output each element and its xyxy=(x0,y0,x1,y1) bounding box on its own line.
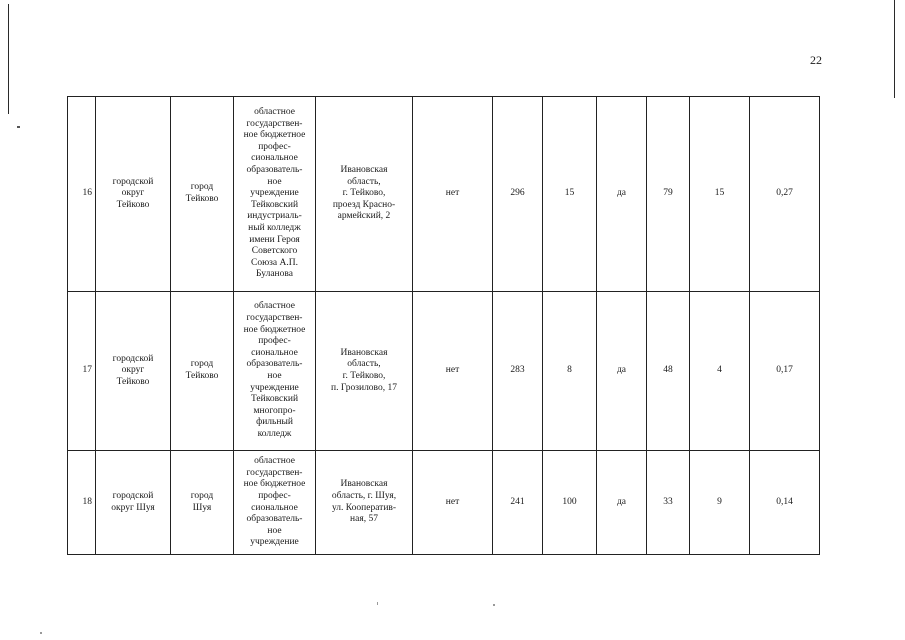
cell-value: 48 xyxy=(647,292,690,451)
cell-value: 241 xyxy=(493,451,543,555)
cell-value: да xyxy=(597,97,647,292)
cell-value: 283 xyxy=(493,292,543,451)
table-row xyxy=(68,97,820,292)
data-table xyxy=(67,96,820,555)
cell-value: 0,27 xyxy=(750,97,820,292)
table-row xyxy=(68,292,820,451)
cell-value: нет xyxy=(413,97,493,292)
settlement: город Тейково xyxy=(171,292,234,451)
municipal-district: городской округ Шуя xyxy=(96,451,171,555)
cell-value: 296 xyxy=(493,97,543,292)
cell-value: 0,14 xyxy=(750,451,820,555)
cell-value: 8 xyxy=(543,292,597,451)
municipal-district: городской округ Тейково xyxy=(96,292,171,451)
cell-value: нет xyxy=(413,292,493,451)
institution-name: областное государствен- ное бюджетное профес- сиональное образователь- ное учреждение Тейковский индустриаль- ный колледж имени Героя Советского Союза А.П. Буланова xyxy=(234,97,316,292)
row-number: 16 xyxy=(68,97,96,292)
institution-address: Ивановская область, г. Тейково, проезд Красно- армейский, 2 xyxy=(316,97,413,292)
settlement: город Тейково xyxy=(171,97,234,292)
cell-value: да xyxy=(597,451,647,555)
cell-value: 15 xyxy=(543,97,597,292)
scan-speck xyxy=(493,604,495,606)
page-number: 22 xyxy=(810,53,822,67)
institution-address: Ивановская область, г. Шуя, ул. Кооператив- ная, 57 xyxy=(316,451,413,555)
table-row xyxy=(68,451,820,555)
cell-value: нет xyxy=(413,451,493,555)
institution-address: Ивановская область, г. Тейково, п. Грозилово, 17 xyxy=(316,292,413,451)
cell-value: 0,17 xyxy=(750,292,820,451)
scan-speck xyxy=(40,632,42,634)
cell-value: 9 xyxy=(690,451,750,555)
scan-edge-right xyxy=(894,0,895,98)
cell-value: 4 xyxy=(690,292,750,451)
cell-value: 15 xyxy=(690,97,750,292)
row-number: 17 xyxy=(68,292,96,451)
cell-value: 79 xyxy=(647,97,690,292)
institution-name: областное государствен- ное бюджетное профес- сиональное образователь- ное учреждение Тейковский многопро- фильный колледж xyxy=(234,292,316,451)
cell-value: да xyxy=(597,292,647,451)
cell-value: 100 xyxy=(543,451,597,555)
municipal-district: городской округ Тейково xyxy=(96,97,171,292)
row-number: 18 xyxy=(68,451,96,555)
scan-speck xyxy=(17,126,20,128)
cell-value: 33 xyxy=(647,451,690,555)
scan-edge-left xyxy=(8,4,9,114)
settlement: город Шуя xyxy=(171,451,234,555)
institution-name: областное государствен- ное бюджетное профес- сиональное образователь- ное учреждение xyxy=(234,451,316,555)
scan-speck xyxy=(377,602,378,605)
